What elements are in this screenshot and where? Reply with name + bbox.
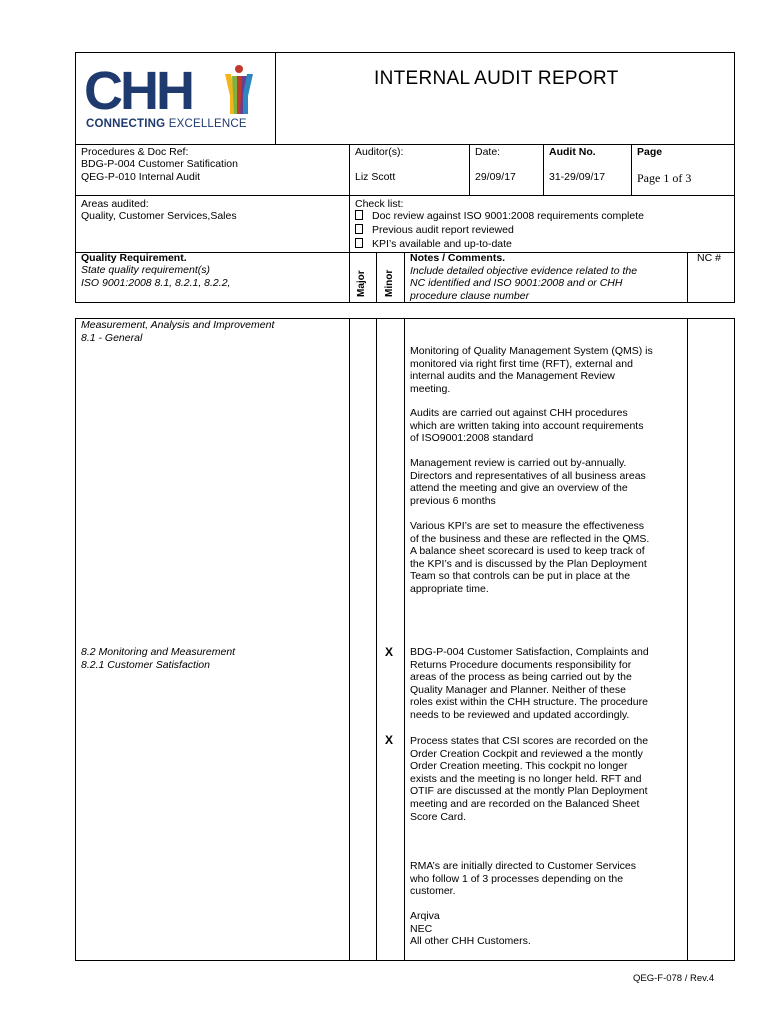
notes-sub-2: NC identified and ISO 9001:2008 and or CHH (410, 277, 623, 289)
checkbox-icon (355, 238, 363, 248)
procedures-line-1: BDG-P-004 Customer Satification (81, 158, 238, 170)
info-row-divider-1 (75, 195, 735, 196)
form-reference: QEG-F-078 / Rev.4 (633, 973, 715, 984)
requirement-1-line-1: Measurement, Analysis and Improvement (81, 319, 275, 331)
info-col-divider-4 (631, 144, 632, 196)
quality-req-title: Quality Requirement. (81, 252, 187, 264)
checkbox-icon (355, 210, 363, 220)
note-5: BDG-P-004 Customer Satisfaction, Complaints and Returns Procedure documents responsibility for areas of the process as being carried out by the Quality Manager and Planner. Neither of these roles exist within the CHH structure. The procedure needs to be reviewed and updated accordingly. (410, 646, 649, 721)
checklist-item (355, 210, 644, 223)
body-col-divider-3 (404, 318, 405, 961)
body-col-divider-4 (687, 318, 688, 961)
note-7: RMA’s are initially directed to Customer Services who follow 1 of 3 processes depending on the customer. (410, 860, 637, 898)
header-col-divider-nc (687, 252, 688, 303)
quality-req-sub-2: ISO 9001:2008 8.1, 8.2.1, 8.2.2, (81, 277, 231, 289)
requirement-1-line-2: 8.1 - General (81, 332, 143, 344)
logo-text: CHH (84, 61, 192, 121)
report-title: INTERNAL AUDIT REPORT (374, 68, 619, 89)
note-1: Monitoring of Quality Management System (QMS) is monitored via right first time (RFT), external and internal audits and the Management Review meeting. (410, 345, 653, 395)
info-col-divider-2 (469, 144, 470, 196)
procedures-label: Procedures & Doc Ref: (81, 146, 189, 158)
note-6: Process states that CSI scores are recorded on the Order Creation Cockpit and reviewed a the montly Order Creation meeting. This cockpit no longer exists and the meeting is no longer held. RFT and OTIF are discussed at the montly Plan Deployment meeting and are recorded on the Balanced Sheet Score Card. (410, 735, 649, 823)
checklist-item (355, 238, 512, 251)
note-4: Various KPI’s are set to measure the effectiveness of the business and these are reflected in the QMS. A balance sheet scorecard is used to keep track of the KPI’s and is discussed by the Plan Deployment Team so that controls can be put in place at the appropriate time. (410, 520, 650, 595)
note-3: Management review is carried out by-annually. Directors and representatives of all business areas attend the meeting and give an overview of the previous 6 months (410, 457, 646, 507)
header-divider (275, 52, 276, 145)
logo-tagline (86, 118, 247, 130)
minor-header: Minor (384, 269, 395, 297)
note-2: Audits are carried out against CHH procedures which are written taking into account requirements of ISO9001:2008 standard (410, 407, 644, 445)
minor-mark-2: X (385, 733, 394, 747)
logo-tagline-bold: CONNECTING (86, 118, 166, 130)
checkbox-icon (355, 224, 363, 234)
procedures-line-2: QEG-P-010 Internal Audit (81, 171, 201, 183)
date-value: 29/09/17 (475, 171, 516, 183)
audit-no-label: Audit No. (549, 146, 596, 158)
logo-tagline-light: EXCELLENCE (168, 118, 247, 130)
page-label: Page (637, 146, 663, 158)
checklist-item-label: KPI’s available and up-to-date (372, 238, 512, 250)
quality-req-sub-1: State quality requirement(s) (81, 264, 210, 276)
header-col-divider-minor (404, 252, 405, 303)
nc-header: NC # (697, 252, 721, 264)
checklist-label: Check list: (355, 198, 404, 210)
areas-value: Quality, Customer Services,Sales (81, 210, 237, 222)
auditor-value: Liz Scott (355, 171, 396, 183)
notes-title: Notes / Comments. (410, 252, 506, 264)
note-8: Arqiva NEC All other CHH Customers. (410, 910, 531, 948)
checklist-item (355, 224, 514, 237)
checklist-item-label: Doc review against ISO 9001:2008 requirements complete (372, 210, 644, 222)
logo-figures-icon (221, 64, 257, 116)
requirement-2-line-1: 8.2 Monitoring and Measurement (81, 646, 236, 658)
page-value: Page 1 of 3 (637, 171, 692, 185)
minor-mark-1: X (385, 645, 394, 659)
checklist-item-label: Previous audit report reviewed (372, 224, 514, 236)
date-label: Date: (475, 146, 501, 158)
info-col-divider-1 (349, 144, 350, 303)
areas-label: Areas audited: (81, 198, 149, 210)
info-col-divider-3 (543, 144, 544, 196)
audit-no-value: 31-29/09/17 (549, 171, 606, 183)
notes-sub-3: procedure clause number (410, 290, 530, 302)
chh-logo (84, 62, 264, 134)
requirement-2-line-2: 8.2.1 Customer Satisfaction (81, 659, 210, 671)
header-col-divider-major (376, 252, 377, 303)
notes-sub-1: Include detailed objective evidence related to the (410, 265, 638, 277)
auditor-label: Auditor(s): (355, 146, 404, 158)
body-col-divider-1 (349, 318, 350, 961)
body-col-divider-2 (376, 318, 377, 961)
major-header: Major (356, 270, 367, 297)
